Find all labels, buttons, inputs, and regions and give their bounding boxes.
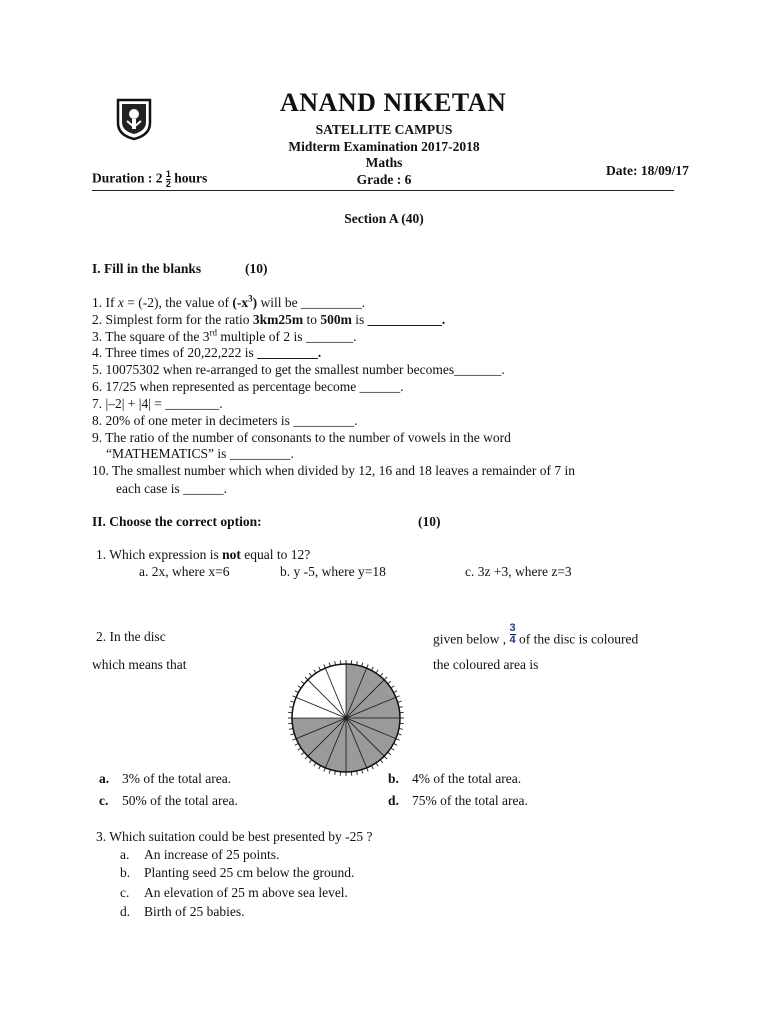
fill-q8: 8. 20% of one meter in decimeters is _________. [92,413,358,428]
fill-q1: 1. If x = (-2), the value of $(-x^3)$ will be _________. [92,293,366,310]
fill-q9-line1: 9. The ratio of the number of consonants to the number of vowels in the word [92,430,511,445]
mcq2-stem-left: 2. In the disc [96,629,166,644]
mcq3-option-b-letter: b. [120,865,131,880]
school-name: ANAND NIKETAN [280,88,507,117]
duration-fraction: $\frac{1}{2}$ [165,169,171,189]
disc-diagram [284,660,408,776]
fill-q7: 7. |–2| + |4| = ________. [92,396,223,411]
fill-q2: 2. Simplest form for the ratio 3km25m to 500m is ___________. [92,312,446,327]
mcq2-option-c-text: 50% of the total area. [122,793,238,808]
duration: Duration : 2 $\frac{1}{2}$ hours [92,169,208,189]
exam-title: Midterm Examination 2017-2018 [288,139,480,154]
fill-q6: 6. 17/25 when represented as percentage become ______. [92,379,404,394]
mcq3-stem: 3. Which suitation could be best presented by -25 ? [96,829,373,844]
mcq1-option-a: a. 2x, where x=6 [139,564,230,579]
mcq3-option-d-text: Birth of 25 babies. [144,904,245,919]
three-quarters-fraction: $\frac{3}{4}$ [509,622,516,646]
part1-heading: I. Fill in the blanks [92,261,202,276]
fill-q5: 5. 10075302 when re-arranged to get the smallest number becomes_______. [92,362,505,377]
mcq2-stem-right2: the coloured area is [433,657,539,672]
mcq3-option-c-letter: c. [120,885,130,900]
mcq3-option-a-letter: a. [120,847,130,862]
mcq2-stem-left2: which means that [92,657,187,672]
mcq3-option-a-text: An increase of 25 points. [144,847,280,862]
mcq3-option-c-text: An elevation of 25 m above sea level. [144,885,348,900]
fill-q9-line2: “MATHEMATICS” is _________. [106,446,294,461]
school-crest-logo [115,97,153,141]
mcq1-option-b: b. y -5, where y=18 [280,564,386,579]
fill-q10-line2: each case is ______. [116,481,227,496]
header-rule [92,190,674,191]
mcq2-stem-right: given below , $\frac{3}{4}$ of the disc is coloured [433,622,639,647]
mcq3-option-b-text: Planting seed 25 cm below the ground. [144,865,355,880]
mcq2-option-c-letter: c. [99,793,109,808]
mcq1-stem: 1. Which expression is not equal to 12? [96,547,311,562]
mcq2-option-d-text: 75% of the total area. [412,793,528,808]
mcq2-option-a-letter: a. [99,771,110,786]
mcq1-option-c: c. 3z +3, where z=3 [465,564,572,579]
section-title: Section A (40) [344,211,424,226]
fill-q10-line1: 10. The smallest number which when divided by 12, 16 and 18 leaves a remainder of 7 in [92,463,576,478]
part2-marks: (10) [418,514,441,529]
mcq2-option-a-text: 3% of the total area. [122,771,232,786]
mcq3-option-d-letter: d. [120,904,131,919]
grade: Grade : 6 [356,172,412,187]
fill-q4: 4. Three times of 20,22,222 is _________. [92,345,322,360]
fill-q3: 3. The square of the 3rd multiple of 2 is _______. [92,327,357,344]
subject: Maths [365,155,403,170]
part1-marks: (10) [245,261,268,276]
mcq2-option-b-letter: b. [388,771,399,786]
exam-date: Date: 18/09/17 [606,163,689,178]
part2-heading: II. Choose the correct option: [92,514,262,529]
mcq2-option-d-letter: d. [388,793,399,808]
mcq2-option-b-text: 4% of the total area. [412,771,522,786]
campus-name: SATELLITE CAMPUS [315,122,453,137]
